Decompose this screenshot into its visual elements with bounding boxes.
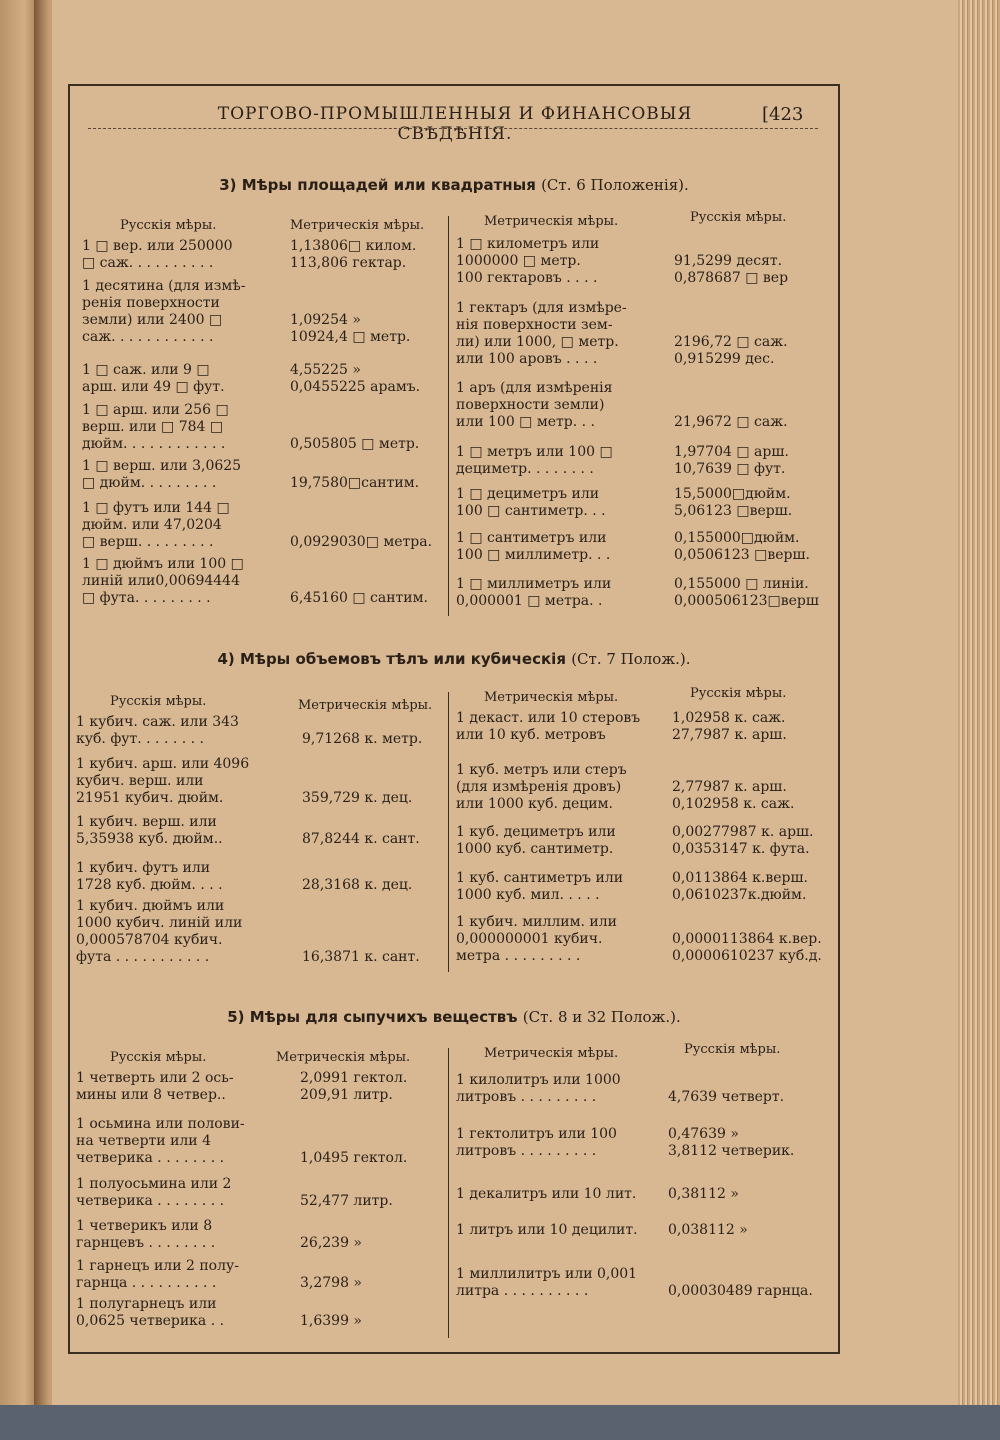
s5-right-measure-0: 1 килолитръ или 1000 литровъ . . . . . . . . . [456,1072,621,1105]
s4-left-measure-0: 1 кубич. саж. или 343 куб. фут. . . . . . . . [76,714,239,747]
s5-right-measure-1: 1 гектолитръ или 100 литровъ . . . . . . . . . [456,1126,617,1159]
s3-right-value-6: 0,155000 □ линіи. 0,000506123□верш [674,576,819,609]
s5-left-measure-3: 1 четверикъ или 8 гарнцевъ . . . . . . . . [76,1218,216,1251]
s3-right-head-1: Метрическія мѣры. [484,214,619,229]
page-number: [423 [762,104,804,125]
s4-left-head-2: Метрическія мѣры. [298,698,433,713]
s5-left-measure-5: 1 полугарнецъ или 0,0625 четверика . . [76,1296,225,1329]
s4-right-measure-0: 1 декаст. или 10 стеровъ или 10 куб. метровъ [456,710,641,743]
s5-left-value-2: 52,477 литр. [300,1193,393,1209]
s3-left-value-1: 1,09254 » 10924,4 □ метр. [290,312,411,345]
s3-right-measure-6: 1 □ миллиметръ или 0,000001 □ метра. . [456,576,612,609]
s3-left-measure-3: 1 □ арш. или 256 □ верш. или □ 784 □ дюйм. . . . . . . . . . . . [82,402,229,452]
s3-right-value-4: 15,5000□дюйм. 5,06123 □верш. [674,486,793,519]
s5-right-value-2: 0,38112 » [668,1186,739,1202]
s5-left-measure-2: 1 полуосьмина или 2 четверика . . . . . . . . [76,1176,232,1209]
s3-left-measure-1: 1 десятина (для измѣ- ренія поверхности земли) или 2400 □ саж. . . . . . . . . . . . [82,278,246,345]
s4-left-value-4: 16,3871 к. сант. [302,949,420,965]
s3-right-measure-0: 1 □ километръ или 1000000 □ метр. 100 гектаровъ . . . . [456,236,600,286]
s5-right-value-3: 0,038112 » [668,1222,748,1238]
s3-right-measure-1: 1 гектаръ (для измѣре- нія поверхности зем- ли) или 1000, □ метр. или 100 аровъ . . . . [456,300,627,367]
s4-right-measure-4: 1 кубич. миллим. или 0,000000001 кубич. метра . . . . . . . . . [456,914,617,964]
s4-left-value-2: 87,8244 к. сант. [302,831,420,847]
s4-right-measure-2: 1 куб. дециметръ или 1000 куб. сантиметр. [456,824,616,857]
s3-left-value-2: 4,55225 » 0,0455225 арамъ. [290,362,421,395]
s3-left-head-2: Метрическія мѣры. [290,218,425,233]
s4-left-measure-2: 1 кубич. верш. или 5,35938 куб. дюйм.. [76,814,223,847]
s3-left-head-1: Русскія мѣры. [120,218,217,233]
s5-right-measure-3: 1 литръ или 10 децилит. [456,1222,638,1238]
s4-right-head-2: Русскія мѣры. [690,686,787,701]
s3-left-measure-2: 1 □ саж. или 9 □ арш. или 49 □ фут. [82,362,225,395]
s3-left-value-4: 19,7580□сантим. [290,475,420,491]
s4-right-value-0: 1,02958 к. саж. 27,7987 к. арш. [672,710,787,743]
s3-right-measure-2: 1 аръ (для измѣренія поверхности земли) или 100 □ метр. . . [456,380,613,430]
s4-right-value-1: 2,77987 к. арш. 0,102958 к. саж. [672,779,795,812]
s3-right-value-0: 91,5299 десят. 0,878687 □ вер [674,253,789,286]
s4-right-value-4: 0,0000113864 к.вер. 0,0000610237 куб.д. [672,931,822,964]
s5-left-measure-1: 1 осьмина или полови- на четверти или 4 четверика . . . . . . . . [76,1116,245,1166]
s5-left-head-1: Русскія мѣры. [110,1050,207,1065]
s5-divider [448,1048,449,1338]
s3-divider [448,216,449,616]
s4-left-value-3: 28,3168 к. дец. [302,877,413,893]
s4-right-head-1: Метрическія мѣры. [484,690,619,705]
s5-right-head-1: Метрическія мѣры. [484,1046,619,1061]
s4-right-value-3: 0,0113864 к.верш. 0,0610237к.дюйм. [672,870,808,903]
page-edges [958,0,1000,1405]
s3-left-measure-5: 1 □ футъ или 144 □ дюйм. или 47,0204 □ верш. . . . . . . . . [82,500,230,550]
s3-right-measure-4: 1 □ дециметръ или 100 □ сантиметр. . . [456,486,606,519]
s5-left-measure-4: 1 гарнецъ или 2 полу- гарнца . . . . . . . . . . [76,1258,239,1291]
s5-right-value-1: 0,47639 » 3,8112 четверик. [668,1126,795,1159]
s4-left-measure-4: 1 кубич. дюймъ или 1000 кубич. линій или 0,000578704 кубич. фута . . . . . . . . . . . [76,898,243,965]
s3-right-value-1: 2196,72 □ саж. 0,915299 дес. [674,334,788,367]
s5-right-measure-2: 1 декалитръ или 10 лит. [456,1186,637,1202]
s4-left-head-1: Русскія мѣры. [110,694,207,709]
s3-right-measure-5: 1 □ сантиметръ или 100 □ миллиметр. . . [456,530,611,563]
s3-left-value-0: 1,13806□ килом. 113,806 гектар. [290,238,417,271]
s4-right-measure-1: 1 куб. метръ или стеръ (для измѣренія дровъ) или 1000 куб. децим. [456,762,627,812]
s4-divider [448,692,449,972]
s5-left-value-1: 1,0495 гектол. [300,1150,408,1166]
s5-left-value-4: 3,2798 » [300,1275,363,1291]
background [0,1405,1000,1440]
section-3-title: 3) Мѣры площадей или квадратныя (Ст. 6 Положенія). [219,176,689,194]
s5-left-measure-0: 1 четверть или 2 ось- мины или 8 четвер.. [76,1070,234,1103]
s3-left-measure-6: 1 □ дюймъ или 100 □ линій или0,00694444 □ фута. . . . . . . . . [82,556,244,606]
s4-right-measure-3: 1 куб. сантиметръ или 1000 куб. мил. . . . . [456,870,624,903]
s5-right-value-0: 4,7639 четверт. [668,1089,785,1105]
s5-right-value-4: 0,00030489 гарнца. [668,1283,813,1299]
s4-left-measure-1: 1 кубич. арш. или 4096 кубич. верш. или 21951 кубич. дюйм. [76,756,250,806]
section-5-title: 5) Мѣры для сыпучихъ веществъ (Ст. 8 и 32 Полож.). [227,1008,681,1026]
s3-left-value-6: 6,45160 □ сантим. [290,590,428,606]
running-header: ТОРГОВО-ПРОМЫШЛЕННЫЯ И ФИНАНСОВЫЯ СВѢДѢНIЯ. [217,104,693,144]
s4-left-value-0: 9,71268 к. метр. [302,731,423,747]
s3-left-measure-4: 1 □ верш. или 3,0625 □ дюйм. . . . . . . . . [82,458,242,491]
s3-left-measure-0: 1 □ вер. или 250000 □ саж. . . . . . . . . . [82,238,233,271]
header-rule [88,128,818,139]
s5-right-head-2: Русскія мѣры. [684,1042,781,1057]
s3-right-value-2: 21,9672 □ саж. [674,414,788,430]
s3-right-measure-3: 1 □ метръ или 100 □ дециметр. . . . . . . . [456,444,613,477]
s5-left-value-0: 2,0991 гектол. 209,91 литр. [300,1070,408,1103]
s3-right-value-3: 1,97704 □ арш. 10,7639 □ фут. [674,444,789,477]
s4-left-measure-3: 1 кубич. футъ или 1728 куб. дюйм. . . . [76,860,223,893]
s3-left-value-5: 0,0929030□ метра. [290,534,433,550]
s5-right-measure-4: 1 миллилитръ или 0,001 литра . . . . . . . . . . [456,1266,638,1299]
s5-left-head-2: Метрическія мѣры. [276,1050,411,1065]
section-4-title: 4) Мѣры объемовъ тѣлъ или кубическія (Ст. 7 Полож.). [217,650,691,668]
s3-left-value-3: 0,505805 □ метр. [290,436,420,452]
s3-right-value-5: 0,155000□дюйм. 0,0506123 □верш. [674,530,810,563]
s4-right-value-2: 0,00277987 к. арш. 0,0353147 к. фута. [672,824,814,857]
s4-left-value-1: 359,729 к. дец. [302,790,413,806]
s3-right-head-2: Русскія мѣры. [690,210,787,225]
s5-left-value-5: 1,6399 » [300,1313,363,1329]
s5-left-value-3: 26,239 » [300,1235,363,1251]
